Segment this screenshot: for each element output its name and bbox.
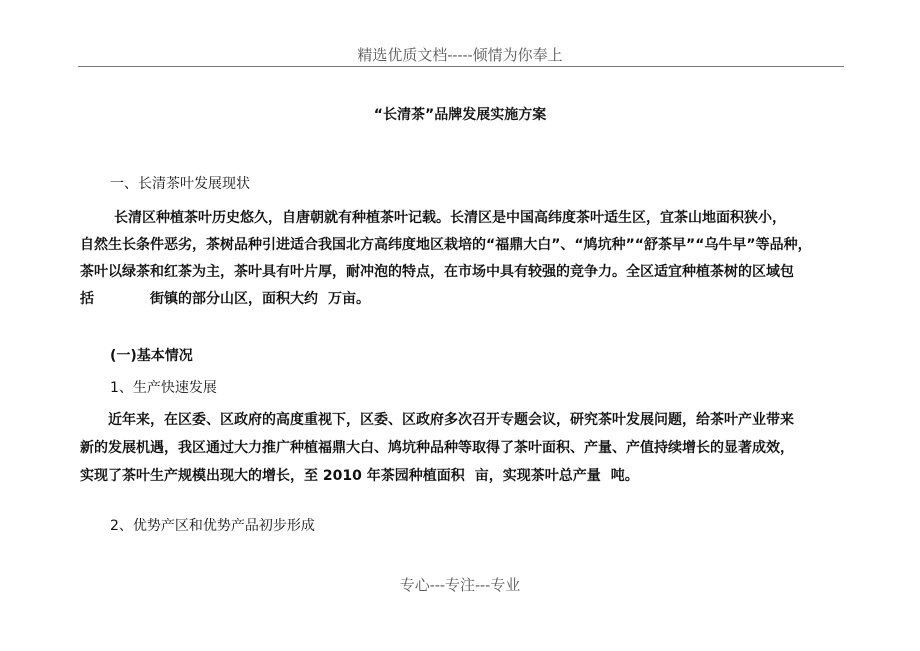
paragraph-line: 长清区种植茶叶历史悠久，自唐朝就有种植茶叶记载。长清区是中国高纬度茶叶适生区，宜茶山地面积狭小， [114, 210, 786, 226]
paragraph-line [80, 462, 846, 490]
paragraph-fragment: 吨。 [610, 468, 639, 484]
paragraph-line: 近年来，在区委、区政府的高度重视下，区委、区政府多次召开专题会议，研究茶叶发展问题，给茶叶产业带来 [108, 412, 794, 428]
paragraph-fragment: 万亩。 [328, 291, 370, 307]
paragraph-line: 新的发展机遇，我区通过大力推广种植福鼎大白、鸠坑种品种等取得了茶叶面积、产量、产值持续增长的显著成效， [80, 440, 794, 456]
page-footer: 专心---专注---专业 [399, 576, 521, 594]
paragraph-line: 自然生长条件恶劣，茶树品种引进适合我国北方高纬度地区栽培的“福鼎大白”、“鸠坑种”“舒茶早”“乌牛早”等品种， [80, 237, 812, 253]
item-heading: 1、生产快速发展 [110, 380, 217, 396]
page-header: 精选优质文档-----倾情为你奉上 [357, 46, 563, 64]
paragraph-fragment: 亩，实现茶叶总产量 [474, 468, 601, 484]
paragraph-line [80, 286, 846, 313]
section-heading: 一、长清茶叶发展现状 [110, 176, 250, 192]
paragraph-fragment: 实现了茶叶生产规模出现大的增长，至 2010 年茶园种植面积 [80, 468, 465, 484]
paragraph-status [80, 205, 846, 313]
paragraph-line: 茶叶以绿茶和红茶为主，茶叶具有叶片厚，耐冲泡的特点，在市场中具有较强的竞争力。全区适宜种植茶树的区域包 [80, 264, 794, 280]
subsection-heading: (一)基本情况 [110, 348, 193, 364]
paragraph-fragment: 括 [80, 291, 94, 307]
paragraph-fragment: 街镇的部分山区，面积大约 [150, 291, 318, 307]
document-title: “长清茶”品牌发展实施方案 [373, 107, 547, 123]
header-divider [78, 66, 844, 67]
item-heading: 2、优势产区和优势产品初步形成 [110, 518, 315, 534]
paragraph-production [80, 406, 846, 490]
